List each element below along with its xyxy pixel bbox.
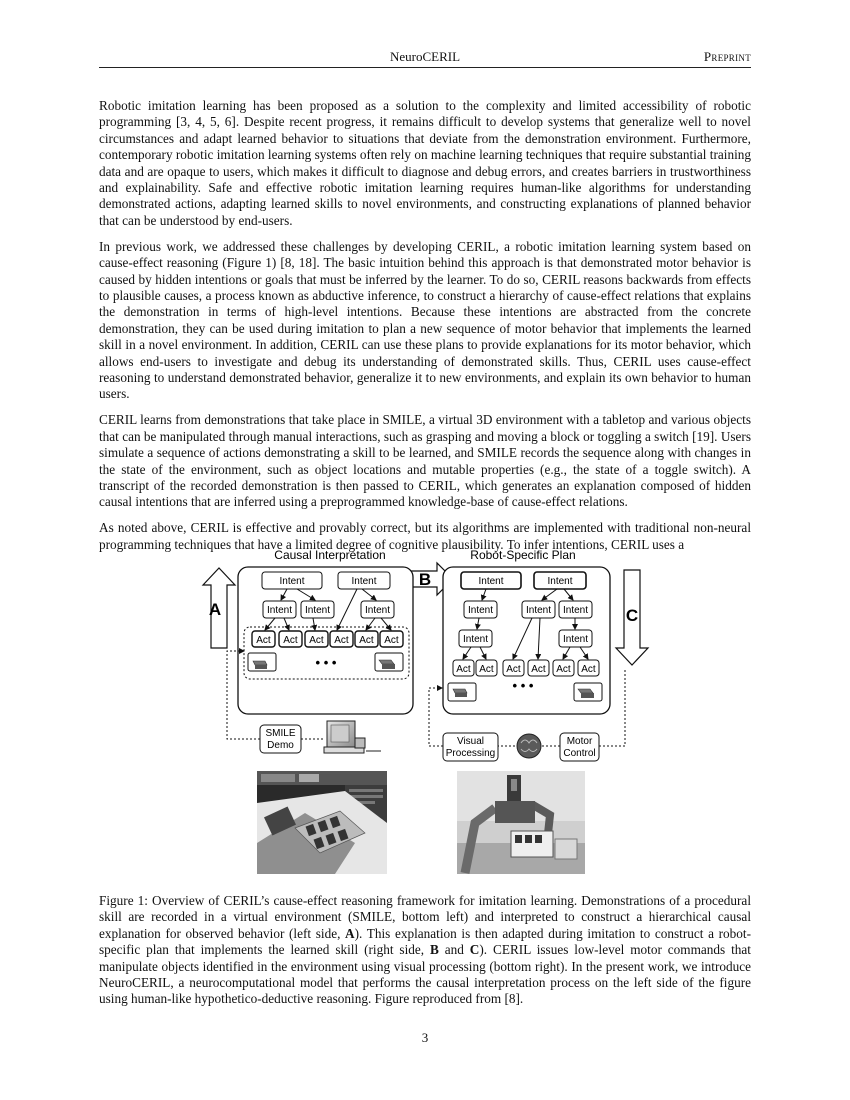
state-box-end (375, 653, 403, 671)
paragraph-3: CERIL learns from demonstrations that take place in SMILE, a virtual 3D environment with a tabletop and various objects that can be manipulated through manual interactions, such as grasping and moving a block or toggling a switch [19]. Users simulate a sequence of actions demonstrating a skill to be learned, and SMILE records the sequence along with changes in the state of the environment, such as object locations and mutable properties (e.g., the state of a toggle switch). A transcript of the recorded demonstration is then passed to CERIL, which generates an explanation composed of hidden causal intentions that are inferred using a preprogrammed knowledge-base of cause-effect relations. (99, 412, 751, 510)
visual-processing-label-line2: Processing (445, 748, 496, 759)
right-panel-title: Robot-Specific Plan (470, 548, 576, 562)
running-title: NeuroCERIL (389, 49, 461, 64)
robot-photo (457, 771, 585, 874)
act-label: Act (283, 635, 298, 646)
motor-control-label-line2: Control (563, 748, 596, 759)
act-label: Act (531, 664, 546, 675)
left-panel-title: Causal Interpretation (274, 548, 386, 562)
intent-label: Intent (462, 634, 489, 645)
caption-ref-c: C (469, 942, 480, 958)
act-label: Act (556, 664, 571, 675)
act-label: Act (506, 664, 521, 675)
caption-ref-b: B (430, 942, 439, 958)
ellipsis-right: • • • (512, 678, 534, 693)
act-label: Act (334, 635, 349, 646)
page-number: 3 (421, 1030, 429, 1045)
smile-virtual-environment-image (257, 771, 387, 874)
running-header (99, 47, 751, 68)
intent-label: Intent (304, 605, 331, 616)
caption-text-1: Figure 1: Overview of CERIL’s cause-effect reasoning framework for imitation learning. Demonstrations of a procedural skill are recorded in a virtual environment (SMILE, bottom left) and interpreted to construct a hierarchical causal explanation for observed behavior (left side, (99, 893, 751, 941)
intent-label: Intent (562, 605, 589, 616)
act-label: Act (456, 664, 471, 675)
arrow-a-label: A (208, 600, 222, 619)
paragraph-4: As noted above, CERIL is effective and provably correct, but its algorithms are implemented with traditional non-neural programming techniques that have a limited degree of cognitive plausibility. To infer intentions, CERIL uses a (99, 520, 751, 552)
act-label: Act (479, 664, 494, 675)
paragraph-2: In previous work, we addressed these challenges by developing CERIL, a robotic imitation learning system based on cause-effect reasoning (Figure 1) [8, 18]. The basic intuition behind this approach is that demonstrated motor behavior is caused by hidden intentions or goals that must be inferred by the learner. To do so, CERIL reasons backwards from effects to plausible causes, a process known as abductive inference, to construct a hierarchy of cause-effect relations that explains the demonstration in terms of high-level intentions. Because these intentions are abstracted from the concrete demonstration, they can be used during imitation to plan a new sequence of motor behavior that implements the learned skill in a novel environment. In addition, CERIL can use these plans to provide explanations for its motor behavior, which allows end-users to investigate and debug its understanding of demonstrated skills. Thus, CERIL uses cause-effect reasoning to understand demonstrated behavior, generalize it to new environments, and explain its own behavior to human users. (99, 238, 751, 402)
intent-label: Intent (467, 605, 494, 616)
body-text (99, 98, 751, 563)
act-label: Act (309, 635, 324, 646)
preprint-tag: Preprint (703, 49, 751, 64)
arrow-b-label: B (418, 570, 432, 589)
paragraph-1: Robotic imitation learning has been proposed as a solution to the complexity and limited accessibility of robotic programming [3, 4, 5, 6]. Despite recent progress, it remains difficult to develop systems that generalize well to novel circumstances and adapt learned behavior to situations that deviate from the demonstration environment. Furthermore, contemporary robotic imitation learning systems often rely on machine learning techniques that require substantial training data and are opaque to users, which makes it difficult to diagnose and debug errors, and creates barriers in trustworthiness and explainability. Safe and effective robotic imitation learning requires human-like algorithms for understanding demonstrated actions, adapting learned skills to novel environments, and constructing explanations of planned behavior that can be understood by end-users. (99, 98, 752, 228)
act-label: Act (359, 635, 374, 646)
caption-text-2: ). This explanation is then adapted during imitation to construct a robot-specific plan that implements the learned skill (right side, (99, 925, 751, 958)
intent-label: Intent (279, 576, 305, 587)
intent-label: Intent (351, 576, 377, 587)
intent-label: Intent (364, 605, 391, 616)
visual-processing-label-line1: Visual (456, 736, 485, 747)
intent-label: Intent (547, 576, 573, 587)
motor-control-label-line1: Motor (566, 736, 593, 747)
arrow-c (616, 570, 648, 665)
brain-icon (517, 734, 541, 758)
intent-label: Intent (478, 576, 504, 587)
intent-label: Intent (562, 634, 589, 645)
act-label: Act (581, 664, 596, 675)
figure-caption (99, 893, 751, 1008)
state-box-robot-end (574, 683, 602, 701)
act-label: Act (256, 635, 271, 646)
smile-demo-label-line1: SMILE (265, 728, 296, 739)
caption-text-4: ). CERIL issues low-level motor commands that manipulate objects identified in the environment using visual processing (bottom right). In the present work, we introduce NeuroCERIL, a neurocomputational model that performs the causal interpretation process on the left side of the figure using human-like hypothetico-deductive reasoning. Figure reproduced from [8]. (99, 942, 751, 1007)
arrow-a (203, 568, 235, 648)
intent-label: Intent (266, 605, 293, 616)
figure-1 (195, 543, 655, 878)
caption-text-3: and (438, 942, 470, 958)
act-label: Act (384, 635, 399, 646)
arrow-c-label: C (625, 606, 639, 625)
state-box-start (248, 653, 276, 671)
computer-icon (324, 721, 381, 753)
caption-ref-a: A (345, 925, 355, 941)
state-box-robot-start (448, 683, 476, 701)
intent-label: Intent (525, 605, 552, 616)
smile-demo-label-line2: Demo (267, 740, 294, 751)
ellipsis-left: • • • (315, 655, 337, 670)
